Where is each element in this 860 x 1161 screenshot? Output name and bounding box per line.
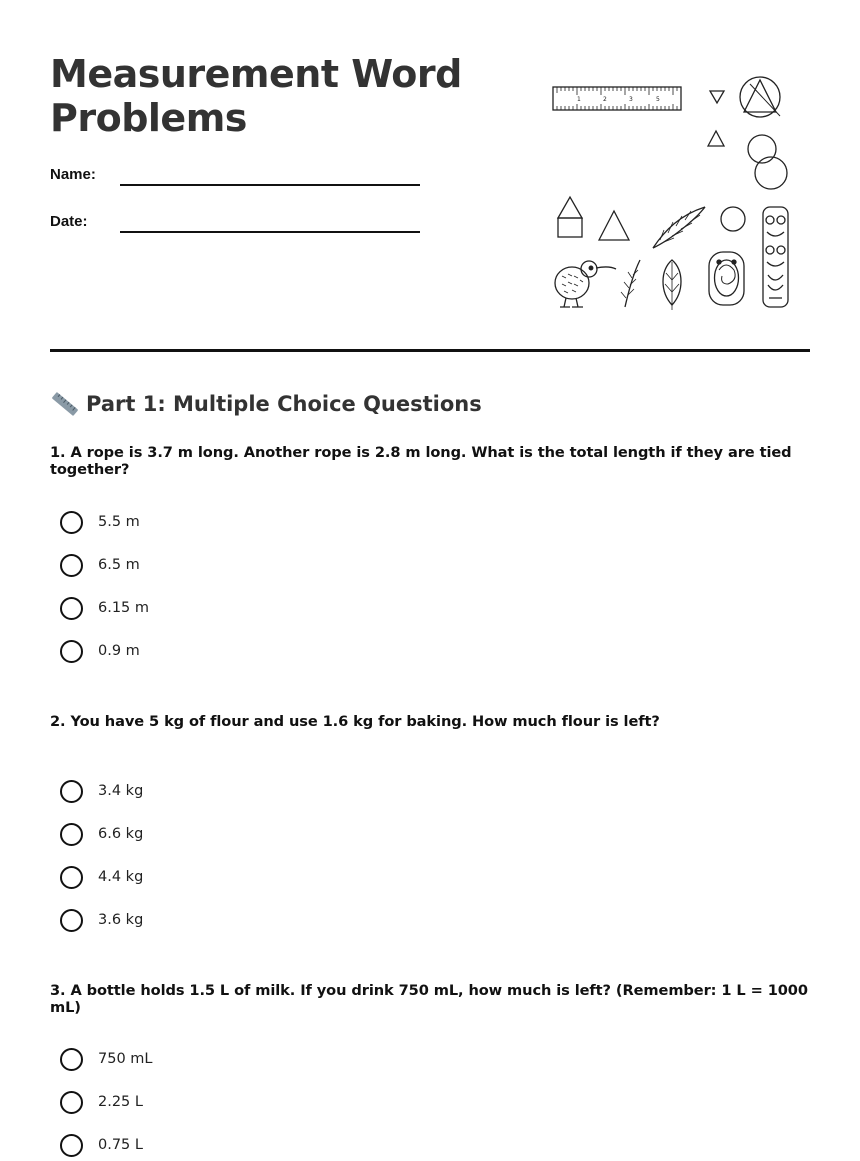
question-2-option-d[interactable] <box>60 907 360 933</box>
part1-title: Part 1: Multiple Choice Questions <box>86 392 482 416</box>
ruler-icon <box>553 87 681 110</box>
measurement-illustration <box>550 70 800 315</box>
radio-button[interactable] <box>60 1134 83 1157</box>
name-field[interactable] <box>50 166 430 196</box>
ruler-icon <box>50 389 80 419</box>
koru-carving-icon <box>709 252 744 305</box>
radio-button[interactable] <box>60 780 83 803</box>
option-label: 6.5 m <box>98 557 140 573</box>
leaf-icon <box>663 260 681 310</box>
option-label: 4.4 kg <box>98 869 144 885</box>
question-1-text: 1. A rope is 3.7 m long. Another rope is 2.8 m long. What is the total length if they are tied together? <box>50 444 792 478</box>
option-label: 0.75 L <box>98 1137 143 1153</box>
circle-triangle-icon <box>740 77 780 117</box>
name-label: Name: <box>50 166 96 183</box>
option-label: 3.6 kg <box>98 912 144 928</box>
circle-icon-3 <box>721 207 745 231</box>
option-label: 6.6 kg <box>98 826 144 842</box>
radio-button[interactable] <box>60 1091 83 1114</box>
question-2-option-a[interactable] <box>60 778 360 804</box>
radio-button[interactable] <box>60 823 83 846</box>
ruler-tick-5: 5 <box>656 96 660 103</box>
question-1-option-c[interactable] <box>60 595 360 621</box>
question-1-option-a[interactable] <box>60 509 360 535</box>
question-3-option-c[interactable] <box>60 1132 360 1158</box>
radio-button[interactable] <box>60 511 83 534</box>
option-label: 0.9 m <box>98 643 140 659</box>
radio-button[interactable] <box>60 640 83 663</box>
worksheet-page <box>50 0 810 1161</box>
question-2-option-c[interactable] <box>60 864 360 890</box>
triangle-icon-2 <box>599 211 629 240</box>
ruler-tick-2: 2 <box>603 96 607 103</box>
small-fern-icon <box>621 260 640 307</box>
question-3-option-b[interactable] <box>60 1089 360 1115</box>
question-3-text: 3. A bottle holds 1.5 L of milk. If you drink 750 mL, how much is left? (Remember: 1 L = 1000 mL) <box>50 982 808 1016</box>
worksheet-title: Measurement Word Problems <box>50 52 462 140</box>
ruler-tick-3: 3 <box>629 96 633 103</box>
house-shape-icon <box>558 197 582 237</box>
kiwi-bird-icon <box>555 261 616 307</box>
circle-icon-2 <box>755 157 787 189</box>
date-line[interactable] <box>120 231 420 233</box>
circle-icon <box>748 135 776 163</box>
part1-heading <box>50 388 482 420</box>
question-1-option-d[interactable] <box>60 638 360 664</box>
triangle-down-icon <box>710 91 724 103</box>
radio-button[interactable] <box>60 866 83 889</box>
question-2-option-b[interactable] <box>60 821 360 847</box>
option-label: 3.4 kg <box>98 783 144 799</box>
radio-button[interactable] <box>60 909 83 932</box>
radio-button[interactable] <box>60 1048 83 1071</box>
name-line[interactable] <box>120 184 420 186</box>
radio-button[interactable] <box>60 597 83 620</box>
fern-leaf-icon <box>653 207 705 248</box>
header-divider <box>50 349 810 352</box>
ruler-tick-1: 1 <box>577 96 581 103</box>
radio-button[interactable] <box>60 554 83 577</box>
question-2-text: 2. You have 5 kg of flour and use 1.6 kg for baking. How much flour is left? <box>50 713 660 730</box>
date-label: Date: <box>50 213 88 230</box>
option-label: 6.15 m <box>98 600 150 616</box>
option-label: 2.25 L <box>98 1094 143 1110</box>
question-1-option-b[interactable] <box>60 552 360 578</box>
maori-carving-icon <box>763 207 788 307</box>
option-label: 5.5 m <box>98 514 140 530</box>
question-3-option-a[interactable] <box>60 1046 360 1072</box>
triangle-icon <box>708 131 724 146</box>
option-label: 750 mL <box>98 1051 153 1067</box>
date-field[interactable] <box>50 213 430 243</box>
